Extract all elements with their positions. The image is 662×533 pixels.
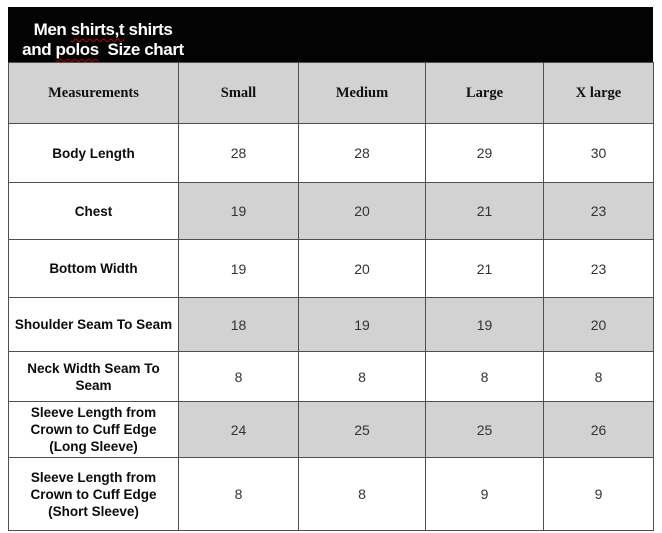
row-label-cell: Sleeve Length from Crown to Cuff Edge (Long Sleeve) [9,402,179,458]
table-row [9,124,654,183]
row-label-cell: Chest [9,183,179,240]
value-cell: 8 [299,458,426,531]
title-text: Men [33,20,71,39]
row-label-cell: Body Length [9,124,179,183]
misspelled-word: shirts,t [70,20,125,39]
table-row [9,458,654,531]
column-header-small: Small [179,63,299,124]
value-cell: 8 [299,352,426,402]
value-cell: 30 [544,124,654,183]
row-label-cell: Sleeve Length from Crown to Cuff Edge (Short Sleeve) [9,458,179,531]
title-line-2 [8,40,198,60]
value-cell: 20 [544,298,654,352]
table-row [9,402,654,458]
column-header-large: Large [426,63,544,124]
value-cell: 8 [426,352,544,402]
title-text: Size chart [98,40,184,59]
value-cell: 9 [544,458,654,531]
size-chart-document [8,7,653,531]
table-row [9,352,654,402]
column-header-medium: Medium [299,63,426,124]
row-label-cell: Neck Width Seam To Seam [9,352,179,402]
title-text: shirts [124,20,173,39]
value-cell: 19 [426,298,544,352]
value-cell: 28 [179,124,299,183]
page-title [8,20,198,62]
table-row [9,240,654,298]
row-label-cell: Bottom Width [9,240,179,298]
value-cell: 26 [544,402,654,458]
title-line-1 [8,20,198,40]
value-cell: 25 [299,402,426,458]
value-cell: 20 [299,183,426,240]
value-cell: 9 [426,458,544,531]
value-cell: 19 [299,298,426,352]
column-header-measurements: Measurements [9,63,179,124]
value-cell: 23 [544,240,654,298]
row-label-cell: Shoulder Seam To Seam [9,298,179,352]
value-cell: 8 [179,352,299,402]
value-cell: 21 [426,240,544,298]
value-cell: 20 [299,240,426,298]
table-row [9,183,654,240]
value-cell: 29 [426,124,544,183]
size-chart-table [8,62,654,531]
column-header-xlarge: X large [544,63,654,124]
value-cell: 18 [179,298,299,352]
value-cell: 19 [179,240,299,298]
misspelled-word: polos [55,40,99,59]
value-cell: 21 [426,183,544,240]
value-cell: 8 [179,458,299,531]
value-cell: 28 [299,124,426,183]
title-text: and [22,40,56,59]
value-cell: 23 [544,183,654,240]
table-header-row [9,63,654,124]
value-cell: 8 [544,352,654,402]
value-cell: 24 [179,402,299,458]
value-cell: 25 [426,402,544,458]
title-bar [8,7,653,62]
table-row [9,298,654,352]
value-cell: 19 [179,183,299,240]
